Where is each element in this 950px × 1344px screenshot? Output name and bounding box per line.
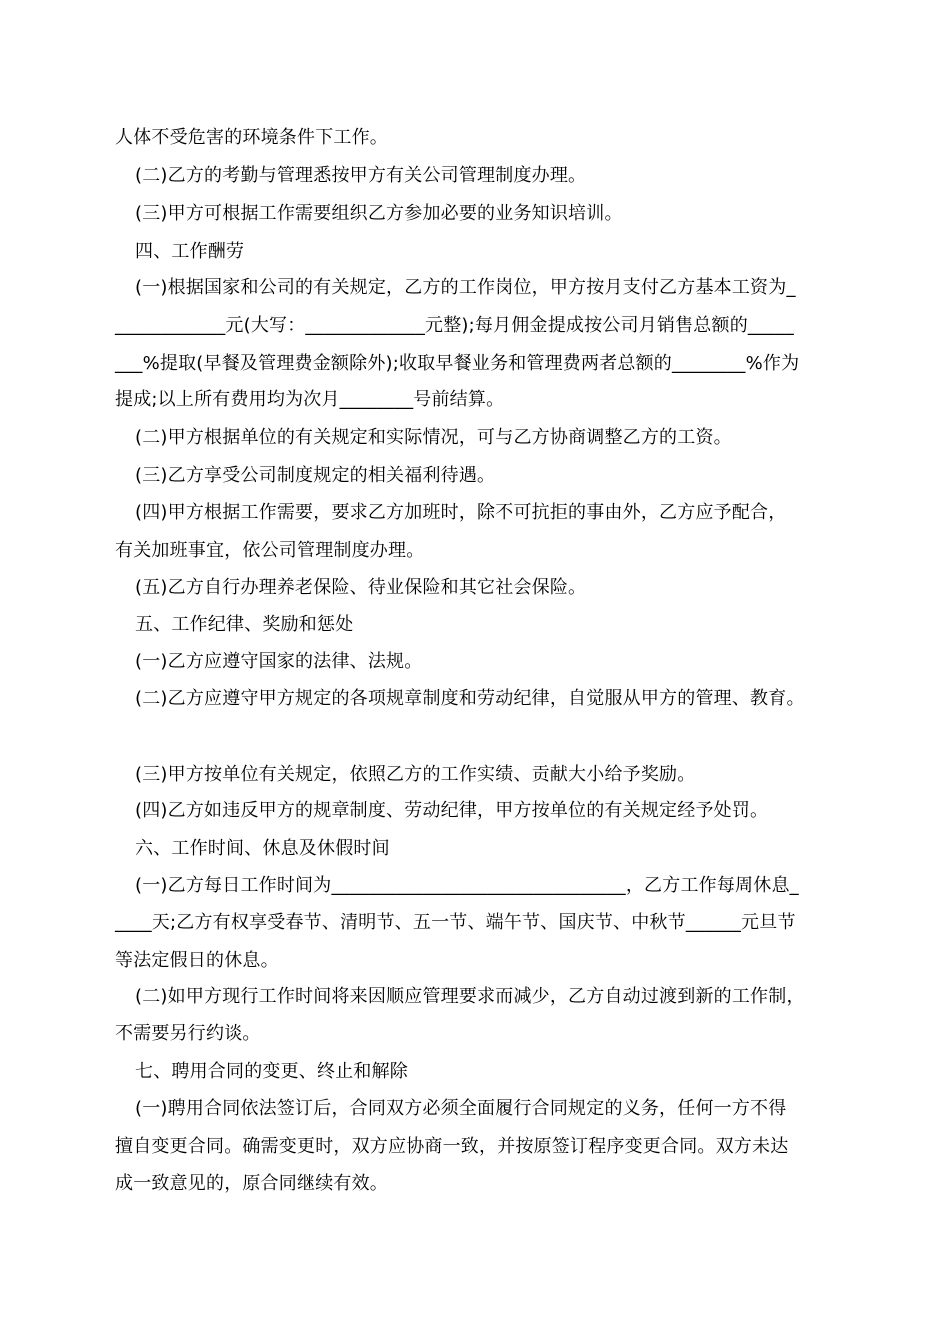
text-line: (五)乙方自行办理养老保险、待业保险和其它社会保险。: [135, 577, 587, 598]
text-line: 不需要另行约谈。: [115, 1023, 261, 1044]
text-line: 擅自变更合同。确需变更时，双方应协商一致，并按原签订程序变更合同。双方未达: [115, 1136, 789, 1157]
text-line: 成一致意见的，原合同继续有效。: [115, 1173, 388, 1194]
text-line: (三)甲方可根据工作需要组织乙方参加必要的业务知识培训。: [135, 203, 623, 224]
text-line: (四)乙方如违反甲方的规章制度、劳动纪律，甲方按单位的有关规定经予处罚。: [135, 800, 769, 821]
text-line: (二)如甲方现行工作时间将来因顺应管理要求而减少，乙方自动过渡到新的工作制，: [135, 986, 805, 1007]
text-line: ____________元(大写：_____________元整);每月佣金提成按公司月销售总额的_____: [115, 315, 794, 336]
text-line: 有关加班事宜，依公司管理制度办理。: [115, 540, 425, 561]
text-line: (一)乙方每日工作时间为________________________________，乙方工作每周休息_: [135, 875, 799, 896]
text-line: 等法定假日的休息。: [115, 950, 279, 971]
section-heading: 七、聘用合同的变更、终止和解除: [135, 1061, 408, 1082]
text-line: (一)乙方应遵守国家的法律、法规。: [135, 651, 423, 672]
section-heading: 六、工作时间、休息及休假时间: [135, 838, 390, 859]
text-line: 提成;以上所有费用均为次月________号前结算。: [115, 389, 505, 410]
text-line: (二)乙方的考勤与管理悉按甲方有关公司管理制度办理。: [135, 165, 587, 186]
text-line: ____天;乙方有权享受春节、清明节、五一节、端午节、国庆节、中秋节______元旦节: [115, 912, 796, 933]
text-line: (四)甲方根据工作需要，要求乙方加班时，除不可抗拒的事由外，乙方应予配合，: [135, 502, 787, 523]
text-line: (二)乙方应遵守甲方规定的各项规章制度和劳动纪律，自觉服从甲方的管理、教育。: [135, 688, 805, 709]
text-line: 人体不受危害的环境条件下工作。: [115, 127, 388, 148]
section-heading: 四、工作酬劳: [135, 241, 245, 262]
text-line: (三)乙方享受公司制度规定的相关福利待遇。: [135, 465, 496, 486]
text-line: (三)甲方按单位有关规定，依照乙方的工作实绩、贡献大小给予奖励。: [135, 764, 696, 785]
section-heading: 五、工作纪律、奖励和惩处: [135, 614, 354, 635]
text-line: ___%提取(早餐及管理费金额除外);收取早餐业务和管理费两者总额的________%作为: [115, 353, 800, 374]
text-line: (一)聘用合同依法签订后，合同双方必须全面履行合同规定的义务，任何一方不得: [135, 1098, 787, 1119]
text-line: (二)甲方根据单位的有关规定和实际情况，可与乙方协商调整乙方的工资。: [135, 427, 732, 448]
text-line: (一)根据国家和公司的有关规定，乙方的工作岗位，甲方按月支付乙方基本工资为_: [135, 277, 796, 298]
